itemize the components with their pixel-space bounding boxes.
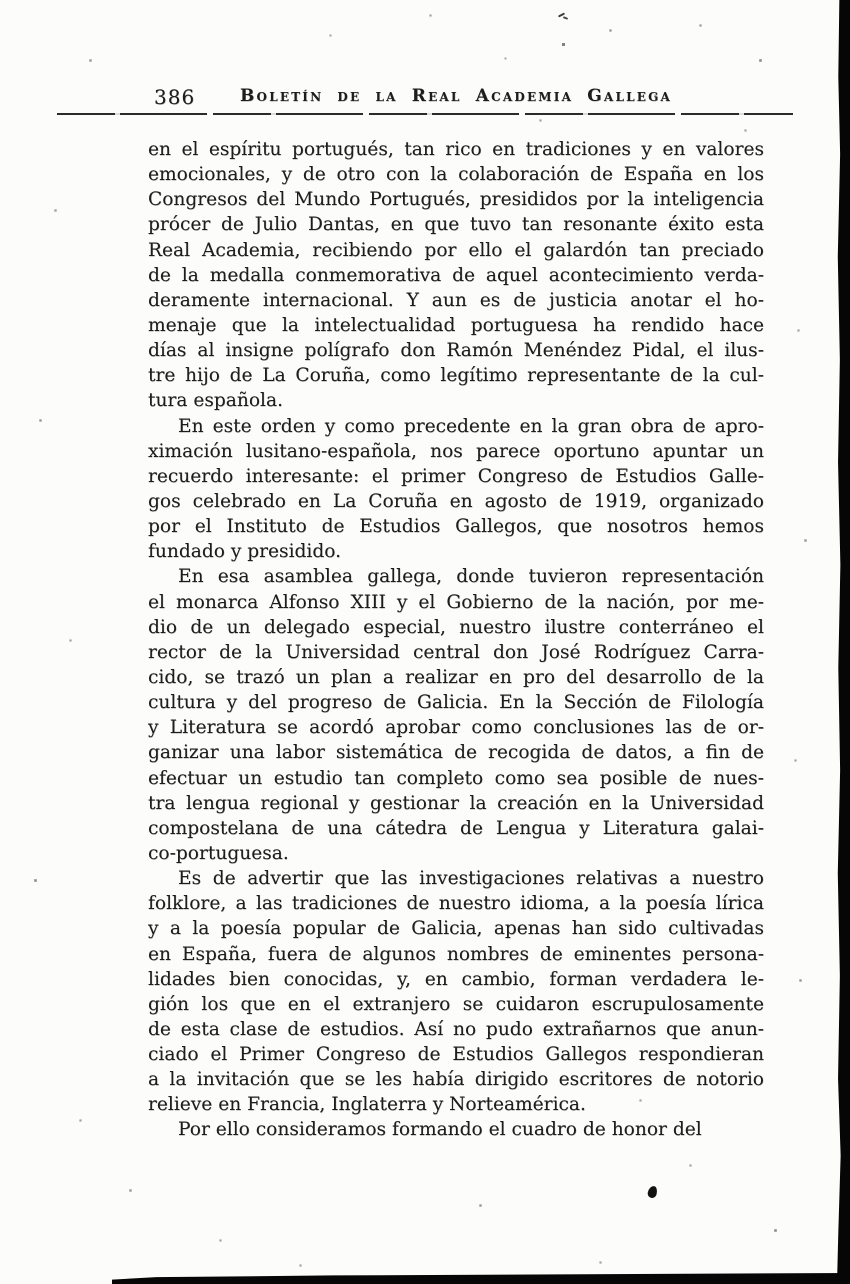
ink-blot [647,1185,659,1199]
text-line: días al insigne polígrafo don Ramón Menéndez Pidal, el ilus- [148,340,764,362]
text-line: rector de la Universidad central don José Rodríguez Carra- [148,641,764,663]
page-body [148,137,764,1143]
text-line: tra lengua regional y gestionar la creación en la Universidad [148,792,764,814]
paragraph [148,414,764,565]
text-line: lidades bien conocidas, y, en cambio, forman verdadera le- [148,968,764,990]
page-number: 386 [154,85,196,109]
text-line: recuerdo interesante: el primer Congreso de Estudios Galle- [148,465,764,487]
text-line: En este orden y como precedente en la gran obra de apro- [178,415,764,437]
text-line: el monarca Alfonso XIII y el Gobierno de la nación, por me- [148,591,764,613]
text-line: cido, se trazó un plan a realizar en pro del desarrollo de la [148,666,764,688]
paragraph [148,1117,764,1142]
text-line: compostelana de una cátedra de Lengua y Literatura galai- [148,817,764,839]
text-line: tre hijo de La Coruña, como legítimo representante de la cul- [148,365,764,387]
text-line: dio de un delegado especial, nuestro ilustre conterráneo el [148,616,764,638]
text-line: ximación lusitano-española, nos parece oportuno apuntar un [148,440,764,462]
ink-smudge [556,12,570,22]
scan-edge-bottom [112,1273,850,1284]
running-title: Boletín de la Real Academia Gallega [239,86,673,106]
text-line: en España, fuera de algunos nombres de eminentes persona- [148,943,764,965]
text-line: Congresos del Mundo Portugués, presididos por la inteligencia [148,189,764,211]
scan-noise-speckles [0,0,1,1]
text-line: a la invitación que se les había dirigido escritores de notorio [148,1069,764,1091]
text-line: por el Instituto de Estudios Gallegos, que nosotros hemos [148,516,764,538]
page-header [150,84,762,110]
text-line: prócer de Julio Dantas, en que tuvo tan resonante éxito esta [148,214,764,236]
scan-edge-right [837,0,850,1284]
text-line: En esa asamblea gallega, donde tuvieron representación [178,566,764,588]
text-line: en el espíritu portugués, tan rico en tradiciones y en valores [148,139,764,160]
text-line: relieve en Francia, Inglaterra y Norteamérica. [148,1094,586,1116]
text-line: gos celebrado en La Coruña en agosto de 1919, organizado [148,490,764,512]
text-line: fundado y presidido. [148,541,342,563]
text-line: deramente internacional. Y aun es de justicia anotar el ho- [148,289,764,311]
paragraph [148,564,764,866]
text-line: ganizar una labor sistemática de recogida de datos, a fin de [148,742,764,764]
header-rule [57,113,793,115]
text-line: co-portuguesa. [148,842,289,864]
text-line: de esta clase de estudios. Así no pudo extrañarnos que anun- [148,1018,764,1040]
text-line: y Literatura se acordó aprobar como conclusiones las de or- [148,717,764,739]
text-line: y a la poesía popular de Galicia, apenas han sido cultivadas [148,918,764,940]
text-line: Real Academia, recibiendo por ello el galardón tan preciado [148,239,764,261]
text-line: de la medalla conmemorativa de aquel acontecimiento verda- [148,264,764,286]
text-line: gión los que en el extranjero se cuidaron escrupulosamente [148,993,764,1015]
text-line: efectuar un estudio tan completo como sea posible de nues- [148,767,764,789]
text-line: Es de advertir que las investigaciones relativas a nuestro [178,868,764,890]
text-line: emocionales, y de otro con la colaboración de España en los [148,164,764,186]
text-line: ciado el Primer Congreso de Estudios Gallegos respondieran [148,1044,764,1066]
paragraph [148,137,764,414]
text-line: Por ello consideramos formando el cuadro de honor del [178,1119,702,1141]
text-line: cultura y del progreso de Galicia. En la Sección de Filología [148,692,764,714]
text-line: menaje que la intelectualidad portuguesa ha rendido hace [148,314,764,336]
text-line: tura española. [148,390,283,412]
text-line: folklore, a las tradiciones de nuestro idioma, a la poesía lírica [148,893,764,915]
paragraph [148,866,764,1117]
